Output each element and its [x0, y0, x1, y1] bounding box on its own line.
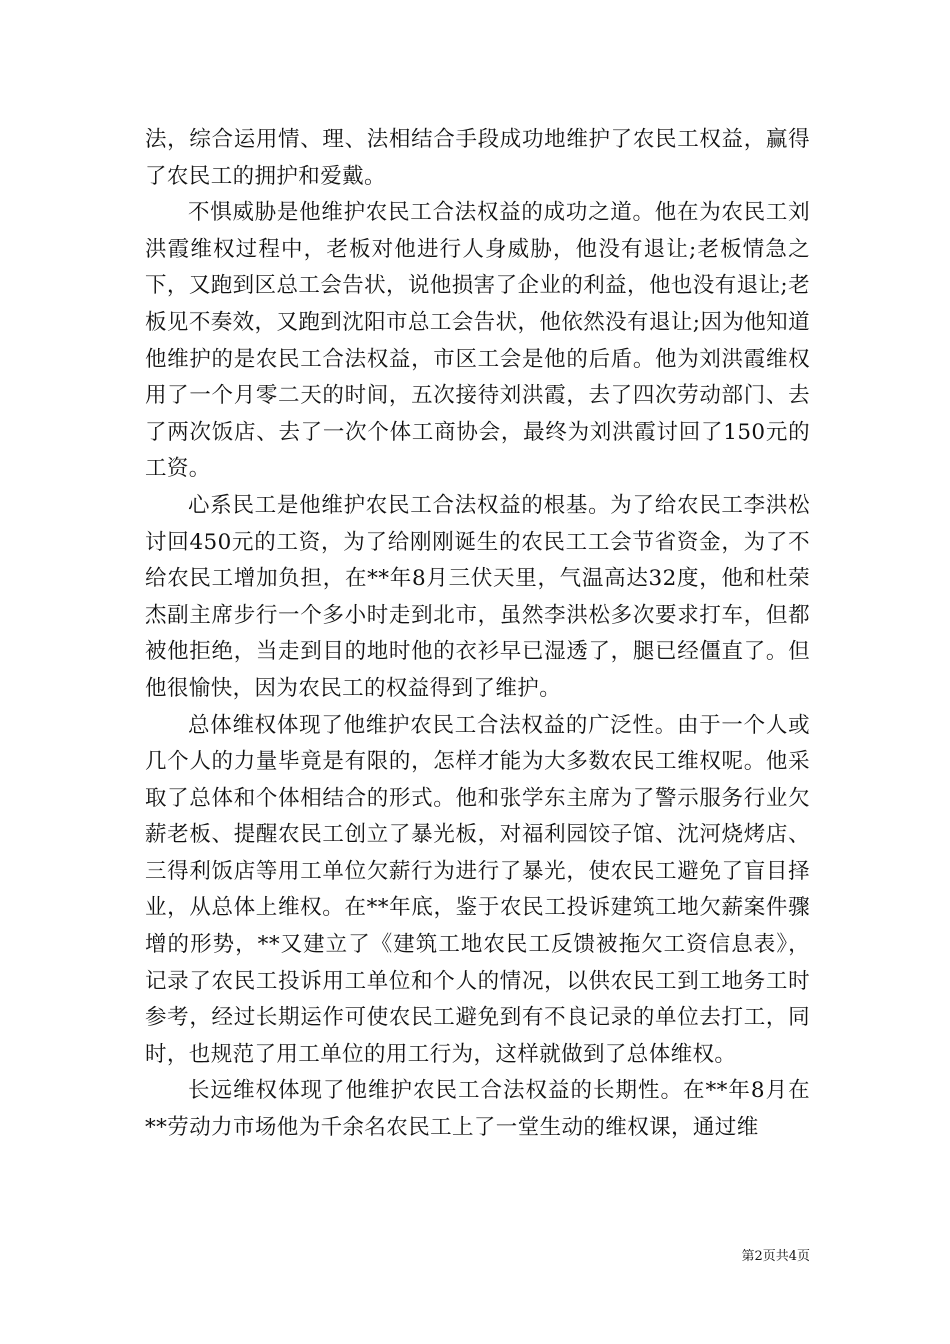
paragraph-overall: 总体维权体现了他维护农民工合法权益的广泛性。由于一个人或几个人的力量毕竟是有限的，怎样才能为大多数农民工维权呢。他采取了总体和个体相结合的形式。他和张学东主席为了警示服务行业欠薪老板、提醒农民工创立了暴光板，对福利园饺子馆、沈河烧烤店、三得利饭店等用工单位欠薪行为进行了暴光，使农民工避免了盲目择业，从总体上维权。在**年底，鉴于农民工投诉建筑工地欠薪案件骤增的形势，**又建立了《建筑工地农民工反馈被拖欠工资信息表》，记录了农民工投诉用工单位和个人的情况，以供农民工到工地务工时参考，经过长期运作可使农民工避免到有不良记录的单位去打工，同时，也规范了用工单位的用工行为，这样就做到了总体维权。 [145, 712, 810, 1067]
paragraph-fearless: 不惧威胁是他维护农民工合法权益的成功之道。他在为农民工刘洪霞维权过程中，老板对他进行人身威胁，他没有退让;老板情急之下，又跑到区总工会告状，说他损害了企业的利益，他也没有退让;老板见不奏效，又跑到沈阳市总工会告状，他依然没有退让;因为他知道他维护的是农民工合法权益，市区工会是他的后盾。他为刘洪霞维权用了一个月零二天的时间，五次接待刘洪霞，去了四次劳动部门、去了两次饭店、去了一次个体工商协会，最终为刘洪霞讨回了150元的工资。 [145, 200, 810, 482]
paragraph-long-term: 长远维权体现了他维护农民工合法权益的长期性。在**年8月在**劳动力市场他为千余名农民工上了一堂生动的维权课，通过维 [145, 1078, 810, 1141]
paragraph-continuation: 法，综合运用情、理、法相结合手段成功地维护了农民工权益，赢得了农民工的拥护和爱戴。 [145, 127, 810, 189]
page-number: 第2页共4页 [741, 1249, 810, 1264]
document-body [145, 122, 810, 1147]
paragraph-care: 心系民工是他维护农民工合法权益的根基。为了给农民工李洪松讨回450元的工资，为了给刚刚诞生的农民工工会节省资金，为了不给农民工增加负担，在**年8月三伏天里，气温高达32度，他和杜荣杰副主席步行一个多小时走到北市，虽然李洪松多次要求打车，但都被他拒绝，当走到目的地时他的衣衫早已湿透了，腿已经僵直了。但他很愉快，因为农民工的权益得到了维护。 [145, 492, 810, 701]
